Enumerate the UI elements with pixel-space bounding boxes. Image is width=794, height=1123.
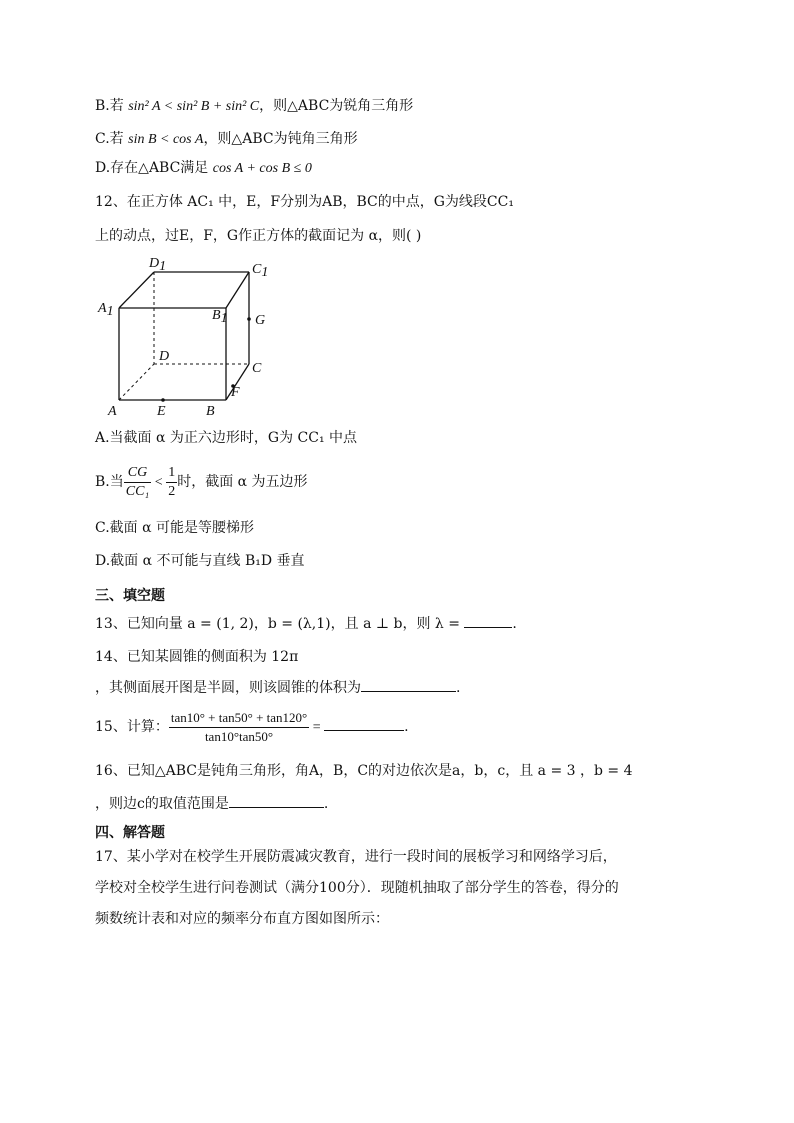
edge-a-d-hidden	[119, 364, 154, 400]
q15: 15、计算： $\frac{\tan 10^\circ + \tan 50^\circ + \tan 120^\circ}{\tan 10^\circ\tan 50^\circ}$ = .	[95, 709, 409, 744]
label-c: C	[252, 361, 262, 376]
q12-option-b-half: $\frac{1}{2}$	[168, 464, 176, 499]
label-f: F	[231, 385, 240, 400]
q12-stem-line2: 上的动点，过E，F，G作正方体的截面记为 α，则( )	[95, 228, 422, 244]
section-4-title: 四、解答题	[95, 825, 165, 841]
q16-line2: ，则边c的取值范围是 .	[95, 793, 328, 814]
q11-option-b-expr: sin² A < sin² B + sin² C	[128, 99, 260, 114]
label-d1: D1	[149, 256, 167, 274]
label-b: B	[206, 404, 215, 419]
q16-line1: 16、已知△ABC是钝角三角形，角A，B，C的对边依次是a，b，c，且 a = 3 ，b = 4	[95, 763, 633, 779]
q13-answer-blank[interactable]	[464, 613, 512, 628]
label-a1: A1	[98, 301, 114, 319]
q12-option-d: D.截面 α 不可能与直线 B₁D 垂直	[95, 553, 305, 569]
q13: 13、已知向量 a = (1, 2)，b = (λ,1)，且 a ⊥ b，则 λ = .	[95, 613, 517, 634]
label-b1: B1	[212, 308, 228, 326]
label-a: A	[108, 404, 117, 419]
label-c1: C1	[252, 262, 269, 280]
q12-option-a: A.当截面 α 为正六边形时，G为 CC₁ 中点	[95, 430, 358, 446]
point-g	[247, 317, 251, 321]
q17-line3: 频数统计表和对应的频率分布直方图如图所示：	[95, 911, 389, 927]
q16-answer-blank[interactable]	[229, 793, 324, 808]
q15-fraction: $\frac{\tan 10^\circ + \tan 50^\circ + \tan 120^\circ}{\tan 10^\circ\tan 50^\circ}$	[170, 709, 308, 744]
q11-option-c-expr: sin B < cos A	[128, 132, 204, 147]
q12-option-b: B.当 $\frac{CG}{\text{CC₁}}$ < $\frac{1}{2}$ 时，截面 α 为五边形	[95, 464, 308, 499]
q17-line1: 17、某小学对在校学生开展防震减灾教育，进行一段时间的展板学习和网络学习后，	[95, 849, 617, 865]
edge-a1-d1	[119, 272, 154, 308]
q17-line2: 学校对全校学生进行问卷测试（满分100分）．现随机抽取了部分学生的答卷，得分的	[95, 880, 619, 896]
q11-option-c: C.若 sin B < cos A，则△ABC为钝角三角形	[95, 131, 358, 147]
point-e	[161, 398, 165, 402]
q12-stem-line1: 12、在正方体 AC₁ 中，E，F分别为AB，BC的中点，G为线段CC₁	[95, 194, 514, 210]
q14-line2: ，其侧面展开图是半圆，则该圆锥的体积为 .	[95, 677, 460, 698]
cube-figure	[95, 252, 285, 422]
label-e: E	[157, 404, 166, 419]
edge-c1-b1	[226, 272, 249, 308]
section-3-title: 三、填空题	[95, 588, 165, 604]
label-g: G	[255, 313, 266, 328]
q11-option-d: D.存在△ABC满足 cos A + cos B ≤ 0	[95, 160, 312, 176]
q14-line1: 14、已知某圆锥的侧面积为 12π	[95, 649, 299, 665]
q14-answer-blank[interactable]	[361, 677, 456, 692]
label-d: D	[159, 349, 170, 364]
q12-option-b-fraction: $\frac{CG}{\text{CC₁}}$	[125, 464, 150, 499]
q12-option-c: C.截面 α 可能是等腰梯形	[95, 520, 255, 536]
q11-option-d-expr: cos A + cos B ≤ 0	[212, 161, 312, 176]
q15-answer-blank[interactable]	[324, 716, 404, 731]
q11-option-b: B.若 sin² A < sin² B + sin² C，则△ABC为锐角三角形	[95, 98, 414, 114]
